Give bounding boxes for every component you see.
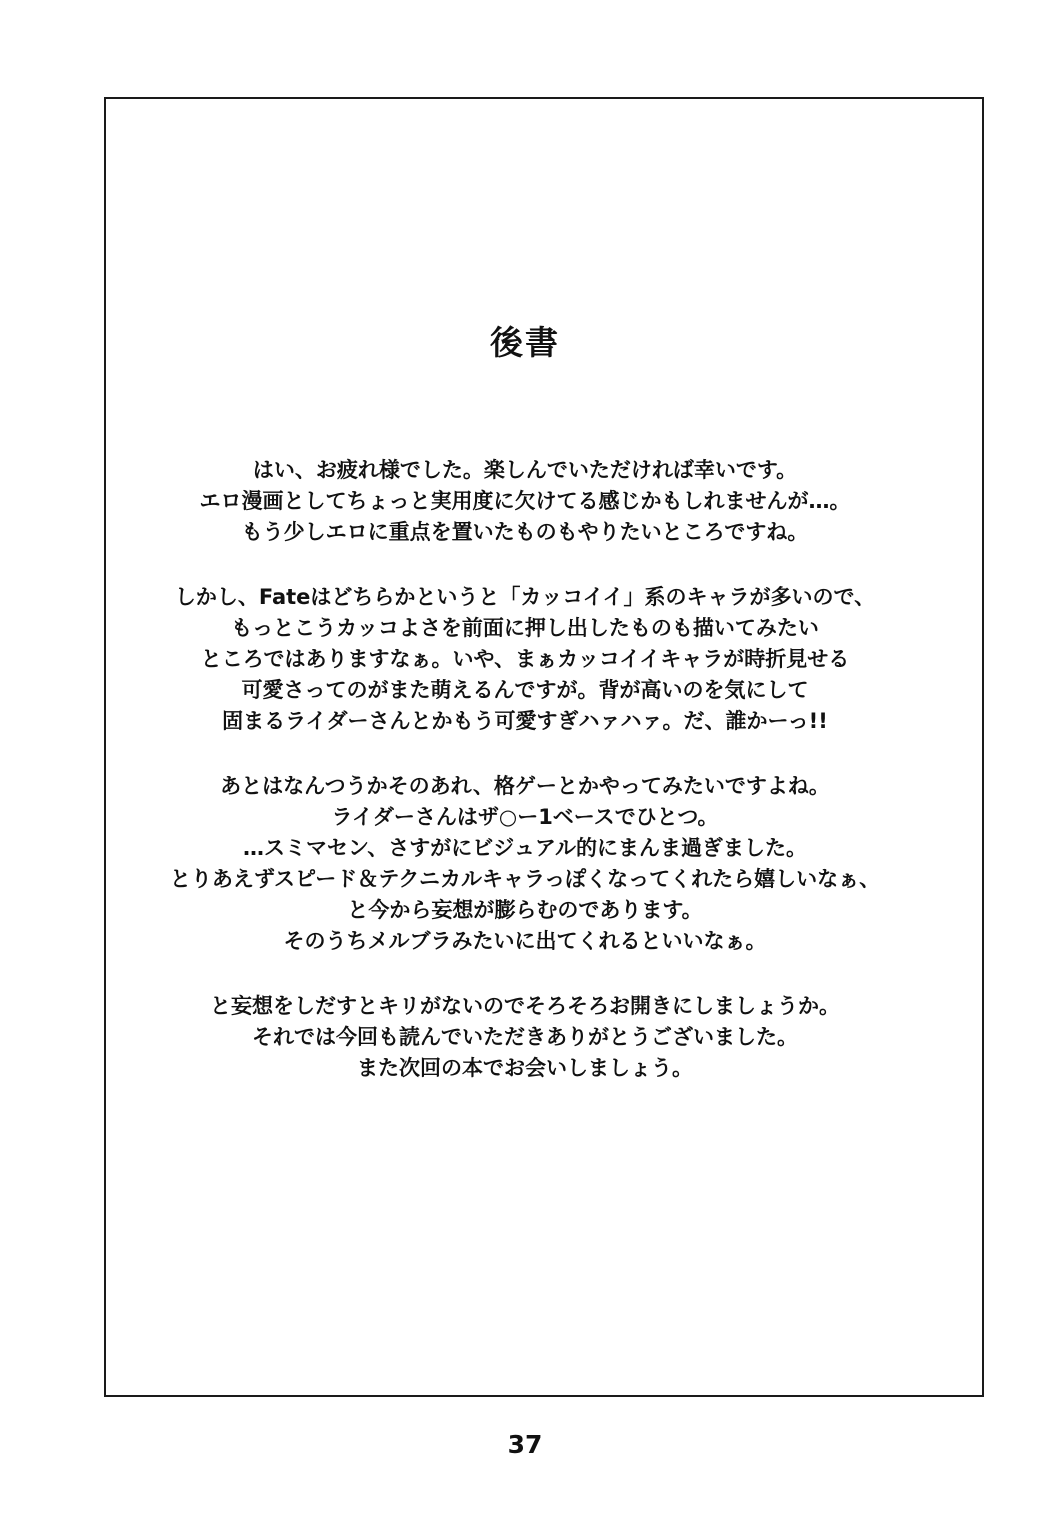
text-line: 可愛さってのがまた萌えるんですが。背が高いのを気にして [241, 678, 809, 702]
text-line: ところではありますなぁ。いや、まぁカッコイイキャラが時折見せる [200, 647, 850, 671]
text-line: そのうちメルブラみたいに出てくれるといいなぁ。 [283, 929, 767, 953]
afterword-body [0, 455, 1050, 1118]
text-line: エロ漫画としてちょっと実用度に欠けてる感じかもしれませんが…。 [199, 489, 851, 513]
text-line: しかし、Fateはどちらかというと「カッコイイ」系のキャラが多いので、 [174, 585, 876, 609]
paragraph-3 [0, 771, 1050, 957]
text-line: あとはなんつうかそのあれ、格ゲーとかやってみたいですよね。 [220, 774, 830, 798]
text-line: と妄想をしだすとキリがないのでそろそろお開きにしましょうか。 [210, 994, 840, 1018]
text-line: それでは今回も読んでいただきありがとうございました。 [252, 1025, 798, 1049]
text-line: …スミマセン、さすがにビジュアル的にまんま過ぎました。 [242, 836, 808, 860]
page-title: 後書 [490, 323, 560, 362]
text-line: 固まるライダーさんとかもう可愛すぎハァハァ。だ、誰かーっ!! [222, 709, 828, 733]
text-line: もう少しエロに重点を置いたものもやりたいところですね。 [241, 520, 809, 544]
page-number: 37 [507, 1430, 543, 1459]
text-line: と今から妄想が膨らむのであります。 [347, 898, 703, 922]
text-line: もっとこうカッコよさを前面に押し出したものも描いてみたい [231, 616, 819, 640]
paragraph-1 [0, 455, 1050, 548]
text-line: また次回の本でお会いしましょう。 [357, 1056, 693, 1080]
paragraph-4 [0, 991, 1050, 1084]
text-line: ライダーさんはザ○ー1ベースでひとつ。 [331, 805, 719, 829]
text-line: はい、お疲れ様でした。楽しんでいただければ幸いです。 [252, 458, 798, 482]
text-line: とりあえずスピード＆テクニカルキャラっぽくなってくれたら嬉しいなぁ、 [169, 867, 881, 891]
paragraph-2 [0, 582, 1050, 737]
